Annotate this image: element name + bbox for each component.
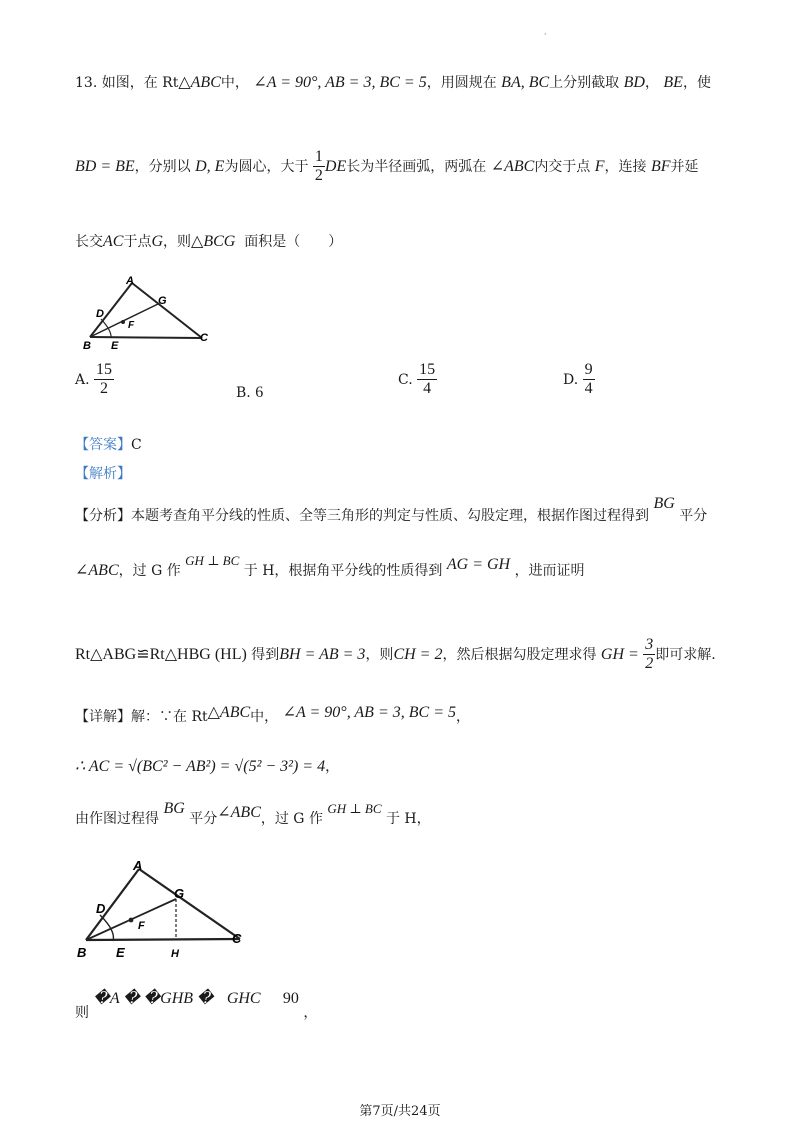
fenxi-line-2	[75, 553, 585, 580]
fenxi-text: ，然后根据勾股定理求得	[442, 646, 597, 663]
question-text: 为圆心，大于	[224, 158, 309, 175]
xiangjie-line-1	[75, 706, 470, 726]
fenxi-text: ，进而证明	[514, 563, 585, 579]
triangle-figure-1	[78, 275, 213, 355]
xiangjie-text: 解：∵在 Rt	[131, 709, 208, 725]
fraction-denominator: 2	[100, 380, 109, 398]
math-expr: BD = BE	[75, 157, 135, 175]
side-bc	[90, 337, 202, 338]
side-ac	[139, 869, 240, 939]
math-expr: ∠A = 90°, AB = 3, BC = 5	[282, 704, 456, 721]
xiangjie-line-4	[75, 988, 318, 1021]
math-expr: △BCG	[191, 233, 236, 250]
label-a: A	[126, 275, 134, 287]
fenxi-text: 即可求解.	[655, 646, 716, 663]
math-expr: △ABC	[207, 704, 251, 721]
label-c: C	[200, 332, 208, 344]
question-text: 内交于点	[534, 158, 591, 175]
question-number: 13.	[75, 75, 98, 91]
option-label: A.	[75, 371, 90, 388]
question-line-1	[75, 72, 711, 92]
label-b: B	[83, 340, 91, 352]
label-e: E	[116, 945, 125, 960]
label-d: D	[96, 901, 106, 916]
label-f: F	[128, 320, 135, 331]
question-text: 长为半径画弧，两弧在	[346, 158, 487, 175]
side-ab	[86, 869, 139, 940]
question-text: 并延	[670, 158, 699, 175]
math-expr: �A � �GHB �	[93, 990, 214, 1007]
point-f	[121, 320, 125, 324]
label-f: F	[138, 920, 145, 932]
question-text: 上分别截取	[549, 75, 620, 91]
answer-tag: 【答案】	[75, 437, 131, 453]
xiangjie-tag: 【详解】	[75, 709, 131, 725]
math-expr: ∠ABC	[217, 804, 261, 821]
xiangjie-text: 于 H，	[385, 811, 431, 827]
fenxi-text: 平分	[679, 508, 708, 524]
fraction	[417, 361, 437, 399]
question-text: 面积是（ ）	[244, 234, 343, 250]
fraction-denominator: 4	[584, 380, 593, 398]
math-expr: AG = GH	[446, 556, 511, 573]
option-label: C.	[398, 371, 413, 388]
question-text: 于点	[123, 234, 152, 250]
math-expr: ∴ AC = √(BC² − AB²) = √(5² − 3²) = 4	[75, 758, 326, 775]
math-expr: BE	[663, 74, 683, 91]
side-bc	[86, 939, 240, 940]
question-text: 长交	[75, 234, 103, 250]
math-expr: Rt△ABG≌Rt△HBG (HL)	[75, 645, 247, 663]
question-text: ，则	[163, 234, 192, 250]
fraction-denominator: 4	[423, 380, 432, 398]
question-text: ，使	[682, 75, 711, 91]
math-expr: 90	[282, 990, 299, 1007]
triangle-figure-2	[72, 857, 252, 967]
label-e: E	[111, 340, 119, 352]
fenxi-tag: 【分析】	[75, 508, 131, 524]
page-mark: ·	[544, 30, 547, 39]
math-expr: F	[594, 157, 605, 175]
math-expr: BG	[653, 495, 675, 512]
xiangjie-text: 则	[75, 1005, 89, 1021]
math-expr: ∠ABC	[75, 562, 119, 579]
answer-value: C	[131, 437, 142, 453]
question-text: 如图，在 Rt	[101, 75, 179, 91]
question-text: ，连接	[604, 158, 647, 175]
label-c: C	[232, 931, 242, 946]
fenxi-line-1	[75, 495, 708, 525]
math-expr: GH ⊥ BC	[327, 801, 382, 816]
math-expr: GH =	[600, 645, 639, 663]
math-expr: BD	[623, 74, 645, 91]
fraction-numerator: 3	[643, 636, 655, 655]
fraction-numerator: 15	[94, 361, 114, 380]
math-expr: G	[151, 233, 164, 250]
point-f	[129, 918, 134, 923]
option-value: 6	[255, 384, 264, 401]
fraction-numerator: 15	[417, 361, 437, 380]
math-expr: BG	[163, 800, 185, 817]
math-expr: BF	[651, 157, 671, 175]
math-expr: △ABC	[178, 74, 221, 91]
question-text: ，	[644, 75, 659, 91]
option-b	[236, 384, 263, 402]
xiangjie-text: ，	[325, 759, 340, 775]
fraction-numerator: 1	[313, 148, 325, 167]
question-text: 中，	[220, 75, 249, 91]
fenxi-text: 本题考查角平分线的性质、全等三角形的判定与性质、勾股定理，根据作图过程得到	[131, 508, 649, 524]
fraction-numerator: 9	[583, 361, 595, 380]
page-footer: 第7页/共24页	[359, 1104, 441, 1119]
answer-line	[75, 434, 142, 454]
option-d	[563, 361, 595, 399]
fenxi-text: ，则	[365, 646, 394, 663]
fraction	[313, 148, 325, 186]
xiangjie-text: ，	[303, 1005, 318, 1021]
xiangjie-text: 平分	[189, 811, 218, 827]
label-d: D	[96, 308, 104, 320]
label-g: G	[158, 295, 167, 307]
analysis-tag: 【解析】	[75, 466, 131, 482]
xiangjie-line-3	[75, 800, 431, 828]
math-expr: D, E	[195, 157, 225, 175]
xiangjie-text: 由作图过程得	[75, 811, 159, 827]
math-expr: CH = 2	[393, 645, 443, 663]
label-g: G	[174, 886, 185, 901]
question-line-3	[75, 231, 342, 251]
fenxi-line-3	[75, 636, 716, 674]
question-text: ，用圆规在	[426, 75, 497, 91]
fraction-denominator: 2	[645, 655, 654, 673]
fenxi-text: ，过 G 作	[118, 563, 181, 579]
math-expr: AC	[103, 233, 124, 250]
question-text: ，分别以	[134, 158, 191, 175]
option-label: D.	[563, 371, 579, 388]
math-expr: ∠A = 90°, AB = 3, BC = 5	[253, 74, 427, 91]
question-line-2	[75, 148, 699, 186]
math-expr: GHC	[226, 990, 261, 1007]
xiangjie-text: 中，	[250, 709, 279, 725]
side-ac	[132, 283, 202, 338]
math-expr: BH = AB = 3	[279, 645, 366, 663]
option-a	[75, 361, 114, 399]
option-c	[398, 361, 437, 399]
xiangjie-text: ，过 G 作	[260, 811, 323, 827]
fraction-denominator: 2	[314, 167, 323, 185]
math-expr: GH ⊥ BC	[185, 553, 240, 568]
fraction	[643, 636, 655, 674]
label-a: A	[133, 858, 143, 873]
xiangjie-text: ，	[456, 709, 470, 725]
math-expr: ∠ABC	[490, 157, 535, 175]
fraction	[94, 361, 114, 399]
label-b: B	[77, 945, 87, 960]
fenxi-text: 于 H，根据角平分线的性质得到	[243, 563, 443, 579]
math-expr: BA, BC	[501, 74, 550, 91]
option-label: B.	[236, 385, 251, 401]
xiangjie-line-2	[75, 756, 339, 776]
fraction	[583, 361, 595, 399]
label-h: H	[171, 948, 179, 960]
fenxi-text: 得到	[251, 646, 280, 663]
math-expr: DE	[324, 157, 347, 175]
